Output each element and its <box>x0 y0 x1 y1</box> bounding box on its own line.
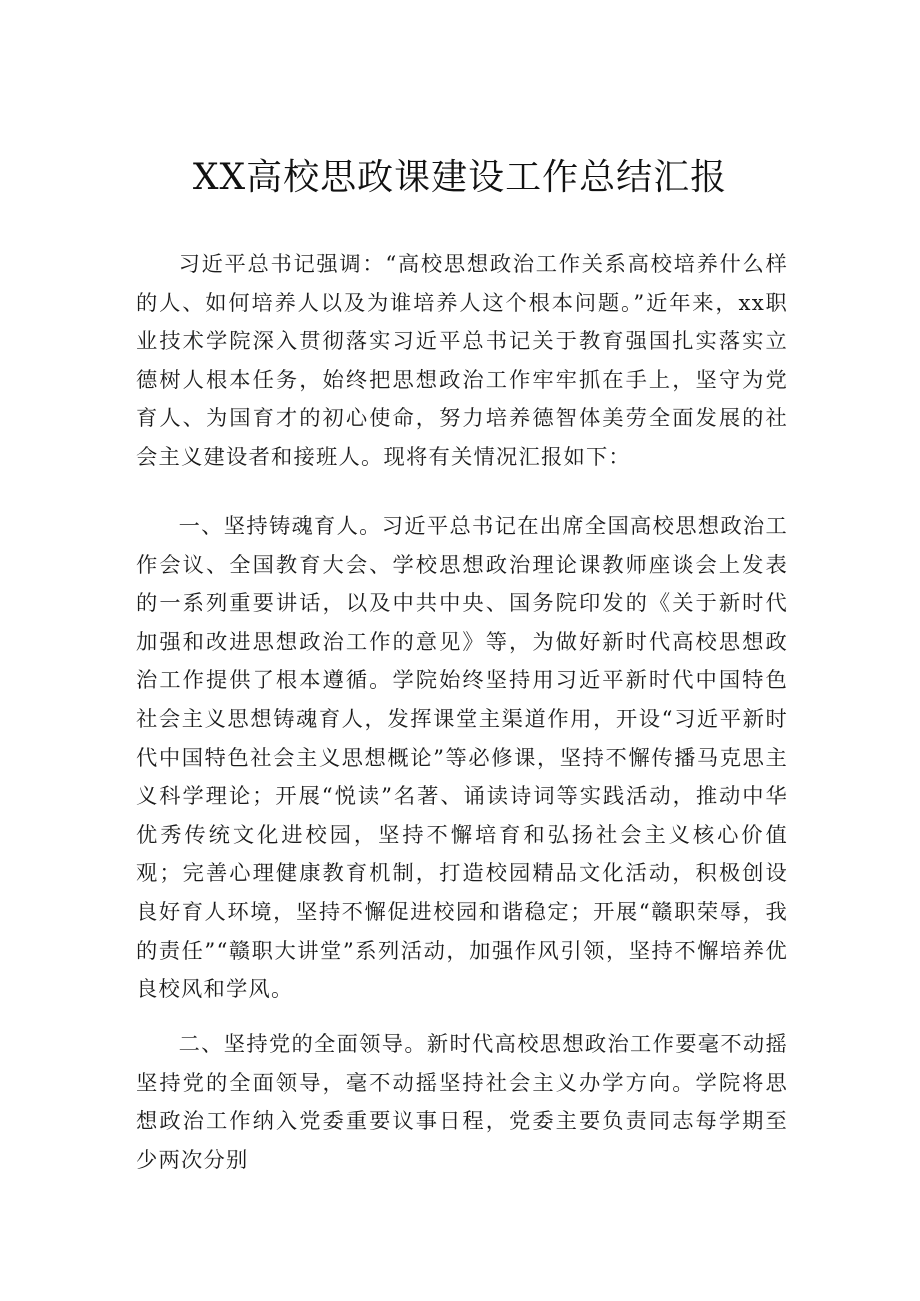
paragraph-section-two: 二、坚持党的全面领导。新时代高校思想政治工作要毫不动摇坚持党的全面领导，毫不动摇坚持社会主义办学方向。学院将思想政治工作纳入党委重要议事日程，党委主要负责同志每学期至少两次分别 <box>136 1032 788 1173</box>
document-title: XX高校思政课建设工作总结汇报 <box>192 157 728 198</box>
paragraph-intro: 习近平总书记强调：“高校思想政治工作关系高校培养什么样的人、如何培养人以及为谁培养人这个根本问题。”近年来，xx职业技术学院深入贯彻落实习近平总书记关于教育强国扎实落实立德树人根本任务，始终把思想政治工作牢牢抓在手上，坚守为党育人、为国育才的初心使命，努力培养德智体美劳全面发展的社会主义建设者和接班人。现将有关情况汇报如下： <box>136 252 788 470</box>
paragraph-section-one: 一、坚持铸魂育人。习近平总书记在出席全国高校思想政治工作会议、全国教育大会、学校思想政治理论课教师座谈会上发表的一系列重要讲话，以及中共中央、国务院印发的《关于新时代加强和改进思想政治工作的意见》等，为做好新时代高校思想政治工作提供了根本遵循。学院始终坚持用习近平新时代中国特色社会主义思想铸魂育人，发挥课堂主渠道作用，开设“习近平新时代中国特色社会主义思想概论”等必修课，坚持不懈传播马克思主义科学理论；开展“悦读”名著、诵读诗词等实践活动，推动中华优秀传统文化进校园，坚持不懈培育和弘扬社会主义核心价值观；完善心理健康教育机制，打造校园精品文化活动，积极创设良好育人环境，坚持不懈促进校园和谐稳定；开展“赣职荣辱，我的责任”“赣职大讲堂”系列活动，加强作风引领，坚持不懈培养优良校风和学风。 <box>136 514 788 1003</box>
